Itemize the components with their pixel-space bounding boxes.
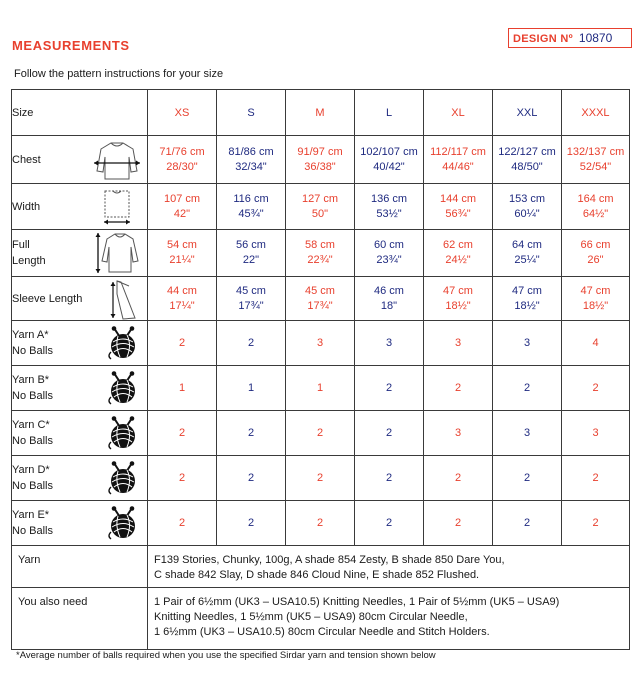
sleeve-diagram-icon [107, 278, 141, 320]
yarn-cell: 1 [217, 366, 286, 411]
full-length-label: Full Length [12, 239, 46, 267]
yarn-cell: 2 [148, 501, 217, 546]
yarn-cell: 2 [424, 501, 493, 546]
size-label: Size [12, 90, 148, 136]
design-label: DESIGN Nº [513, 33, 573, 45]
sleeve-cell: 45 cm 17¾" [217, 277, 286, 321]
yarn-label: Yarn C* No Balls [12, 419, 53, 447]
chest-cell: 71/76 cm 28/30" [148, 136, 217, 184]
chest-cell: 132/137 cm 52/54" [562, 136, 630, 184]
sleeve-cell: 47 cm 18½" [562, 277, 630, 321]
size-row [12, 90, 630, 136]
size-header: L [355, 90, 424, 136]
yarn-cell: 2 [355, 366, 424, 411]
sleeve-cell: 47 cm 18½" [493, 277, 562, 321]
yarn-cell: 2 [217, 321, 286, 366]
size-header: S [217, 90, 286, 136]
yarn-cell: 2 [424, 366, 493, 411]
size-header: XS [148, 90, 217, 136]
size-header: XXXL [562, 90, 630, 136]
design-number: 10870 [578, 31, 613, 45]
chest-diagram-icon [93, 139, 141, 181]
yarn-cell: 3 [493, 411, 562, 456]
yarn-ball-icon [105, 461, 141, 495]
yarn-d-row [12, 456, 630, 501]
width-cell: 136 cm 53½" [355, 184, 424, 230]
yarn-cell: 3 [493, 321, 562, 366]
measurements-table [11, 89, 630, 650]
sleeve-cell: 44 cm 17¼" [148, 277, 217, 321]
width-label: Width [12, 200, 41, 213]
length-cell: 56 cm 22" [217, 230, 286, 277]
yarn-cell: 2 [562, 501, 630, 546]
length-diagram-icon [93, 231, 141, 275]
sleeve-cell: 45 cm 17¾" [286, 277, 355, 321]
width-cell: 153 cm 60¼" [493, 184, 562, 230]
yarn-cell: 2 [217, 411, 286, 456]
yarn-cell: 2 [562, 366, 630, 411]
yarn-a-row [12, 321, 630, 366]
length-cell: 54 cm 21¼" [148, 230, 217, 277]
size-header: XXL [493, 90, 562, 136]
width-cell: 144 cm 56¾" [424, 184, 493, 230]
chest-label: Chest [12, 153, 41, 166]
yarn-info-label: Yarn [12, 546, 148, 588]
subtitle: Follow the pattern instructions for your size [14, 68, 224, 80]
yarn-cell: 2 [562, 456, 630, 501]
sleeve-length-label: Sleeve Length [12, 292, 83, 305]
size-header: M [286, 90, 355, 136]
design-number-box [508, 28, 632, 48]
full-length-row [12, 230, 630, 277]
length-cell: 64 cm 25¼" [493, 230, 562, 277]
yarn-cell: 2 [286, 456, 355, 501]
yarn-cell: 4 [562, 321, 630, 366]
yarn-e-row [12, 501, 630, 546]
width-row [12, 184, 630, 230]
yarn-cell: 1 [148, 366, 217, 411]
chest-cell: 102/107 cm 40/42" [355, 136, 424, 184]
yarn-cell: 3 [424, 411, 493, 456]
length-cell: 58 cm 22¾" [286, 230, 355, 277]
yarn-ball-icon [105, 506, 141, 540]
yarn-cell: 3 [424, 321, 493, 366]
chest-cell: 122/127 cm 48/50" [493, 136, 562, 184]
yarn-ball-icon [105, 416, 141, 450]
page-title: MEASUREMENTS [12, 38, 130, 53]
also-need-row [12, 588, 630, 650]
chest-cell: 112/117 cm 44/46" [424, 136, 493, 184]
yarn-c-row [12, 411, 630, 456]
sleeve-length-row [12, 277, 630, 321]
chest-cell: 91/97 cm 36/38" [286, 136, 355, 184]
yarn-cell: 2 [217, 456, 286, 501]
yarn-ball-icon [105, 326, 141, 360]
chest-cell: 81/86 cm 32/34" [217, 136, 286, 184]
yarn-cell: 2 [355, 411, 424, 456]
yarn-cell: 2 [355, 456, 424, 501]
yarn-cell: 2 [286, 411, 355, 456]
yarn-label: Yarn E* No Balls [12, 509, 53, 537]
yarn-info-row [12, 546, 630, 588]
yarn-cell: 3 [355, 321, 424, 366]
footnote: *Average number of balls required when you use the specified Sirdar yarn and tension shown below [16, 650, 436, 661]
yarn-cell: 3 [562, 411, 630, 456]
length-cell: 62 cm 24½" [424, 230, 493, 277]
yarn-cell: 2 [148, 411, 217, 456]
also-need-text: 1 Pair of 6½mm (UK3 – USA10.5) Knitting Needles, 1 Pair of 5½mm (UK5 – USA9) Knitting Needles, 1 5½mm (UK5 – USA9) 80cm Circular Needle, 1 6½mm (UK3 – USA10.5) 80cm Circular Needle and Stitch Holders. [148, 588, 630, 650]
yarn-cell: 2 [148, 456, 217, 501]
width-cell: 116 cm 45¾" [217, 184, 286, 230]
also-need-label: You also need [12, 588, 148, 650]
yarn-label: Yarn A* No Balls [12, 329, 53, 357]
yarn-cell: 2 [286, 501, 355, 546]
yarn-label: Yarn D* No Balls [12, 464, 53, 492]
width-cell: 127 cm 50" [286, 184, 355, 230]
yarn-cell: 2 [493, 366, 562, 411]
yarn-cell: 2 [493, 501, 562, 546]
yarn-cell: 1 [286, 366, 355, 411]
yarn-cell: 2 [355, 501, 424, 546]
yarn-label: Yarn B* No Balls [12, 374, 53, 402]
yarn-cell: 2 [493, 456, 562, 501]
length-cell: 60 cm 23¾" [355, 230, 424, 277]
size-header: XL [424, 90, 493, 136]
yarn-b-row [12, 366, 630, 411]
sleeve-cell: 47 cm 18½" [424, 277, 493, 321]
yarn-cell: 2 [424, 456, 493, 501]
width-cell: 107 cm 42" [148, 184, 217, 230]
length-cell: 66 cm 26" [562, 230, 630, 277]
yarn-cell: 2 [217, 501, 286, 546]
yarn-cell: 2 [148, 321, 217, 366]
sleeve-cell: 46 cm 18" [355, 277, 424, 321]
yarn-ball-icon [105, 371, 141, 405]
yarn-cell: 3 [286, 321, 355, 366]
width-cell: 164 cm 64½" [562, 184, 630, 230]
chest-row [12, 136, 630, 184]
yarn-info-text: F139 Stories, Chunky, 100g, A shade 854 Zesty, B shade 850 Dare You, C shade 842 Slay, D shade 846 Cloud Nine, E shade 852 Flushed. [148, 546, 630, 588]
width-diagram-icon [93, 187, 141, 227]
